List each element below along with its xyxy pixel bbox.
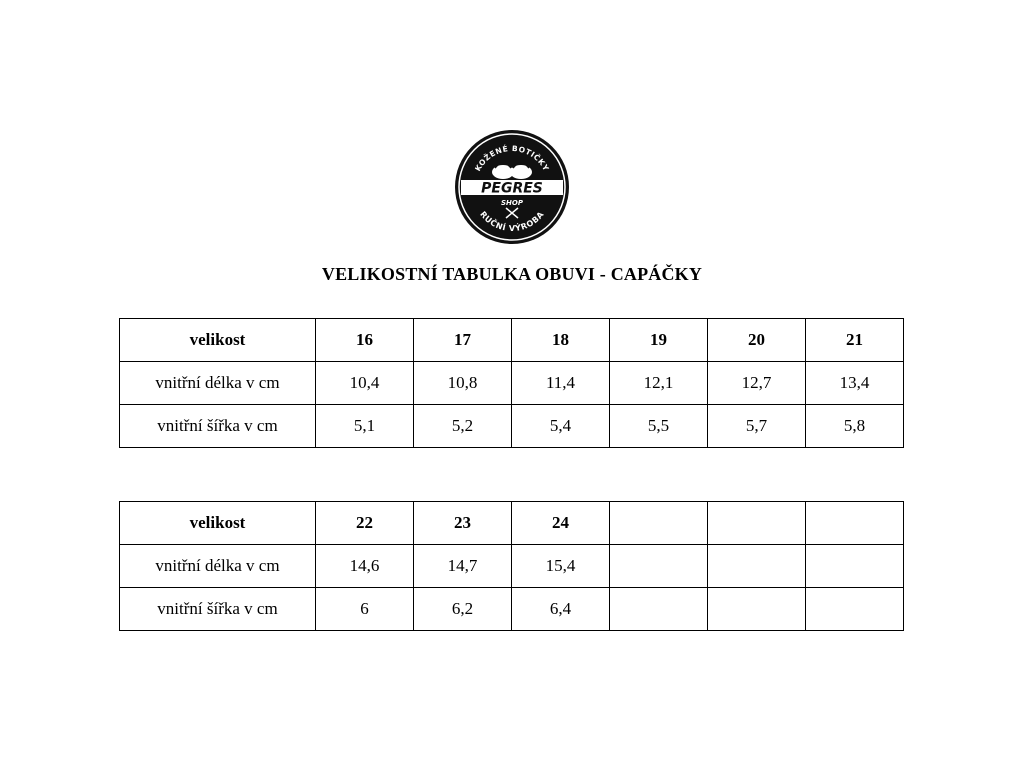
table-cell: 14,6 <box>316 545 414 588</box>
row-label: velikost <box>120 319 316 362</box>
row-label: vnitřní délka v cm <box>120 545 316 588</box>
table-cell: 5,8 <box>806 405 904 448</box>
table-cell: 6,2 <box>414 588 512 631</box>
table-cell <box>708 502 806 545</box>
table-cell: 12,1 <box>610 362 708 405</box>
svg-text:RUČNÍ VÝROBA: RUČNÍ VÝROBA <box>478 209 546 234</box>
svg-text:SHOP: SHOP <box>501 199 523 207</box>
table-cell: 12,7 <box>708 362 806 405</box>
table-cell: 24 <box>512 502 610 545</box>
table-cell <box>708 545 806 588</box>
table-cell <box>610 545 708 588</box>
table-cell: 10,8 <box>414 362 512 405</box>
table-row-width <box>120 405 904 448</box>
row-label: vnitřní šířka v cm <box>120 405 316 448</box>
pegres-shop-logo <box>451 128 573 246</box>
row-label: vnitřní délka v cm <box>120 362 316 405</box>
table-cell: 22 <box>316 502 414 545</box>
size-table-2 <box>119 501 904 631</box>
page-title: VELIKOSTNÍ TABULKA OBUVI - CAPÁČKY <box>321 264 703 284</box>
table-cell <box>708 588 806 631</box>
table-row-size <box>120 319 904 362</box>
table-cell <box>610 502 708 545</box>
table-row-size <box>120 502 904 545</box>
table-cell: 18 <box>512 319 610 362</box>
table-cell: 20 <box>708 319 806 362</box>
table-row-width <box>120 588 904 631</box>
table-row-length <box>120 362 904 405</box>
table-cell: 5,5 <box>610 405 708 448</box>
table-cell: 19 <box>610 319 708 362</box>
row-label: velikost <box>120 502 316 545</box>
table-cell: 10,4 <box>316 362 414 405</box>
table-row-length <box>120 545 904 588</box>
table-cell: 11,4 <box>512 362 610 405</box>
table-cell: 5,1 <box>316 405 414 448</box>
table-cell: 14,7 <box>414 545 512 588</box>
table-cell: 5,2 <box>414 405 512 448</box>
svg-text:KOŽENÉ BOTIČKY: KOŽENÉ BOTIČKY <box>473 143 551 173</box>
table-cell <box>806 545 904 588</box>
table-cell: 23 <box>414 502 512 545</box>
table-cell: 6,4 <box>512 588 610 631</box>
table-cell: 15,4 <box>512 545 610 588</box>
table-cell: 5,7 <box>708 405 806 448</box>
row-label: vnitřní šířka v cm <box>120 588 316 631</box>
table-cell <box>806 588 904 631</box>
size-table-1 <box>119 318 904 448</box>
table-cell: 6 <box>316 588 414 631</box>
table-cell: 16 <box>316 319 414 362</box>
table-cell: 13,4 <box>806 362 904 405</box>
table-cell <box>806 502 904 545</box>
svg-text:PEGRES: PEGRES <box>481 180 543 197</box>
table-cell: 5,4 <box>512 405 610 448</box>
table-cell: 21 <box>806 319 904 362</box>
table-cell: 17 <box>414 319 512 362</box>
table-cell <box>610 588 708 631</box>
